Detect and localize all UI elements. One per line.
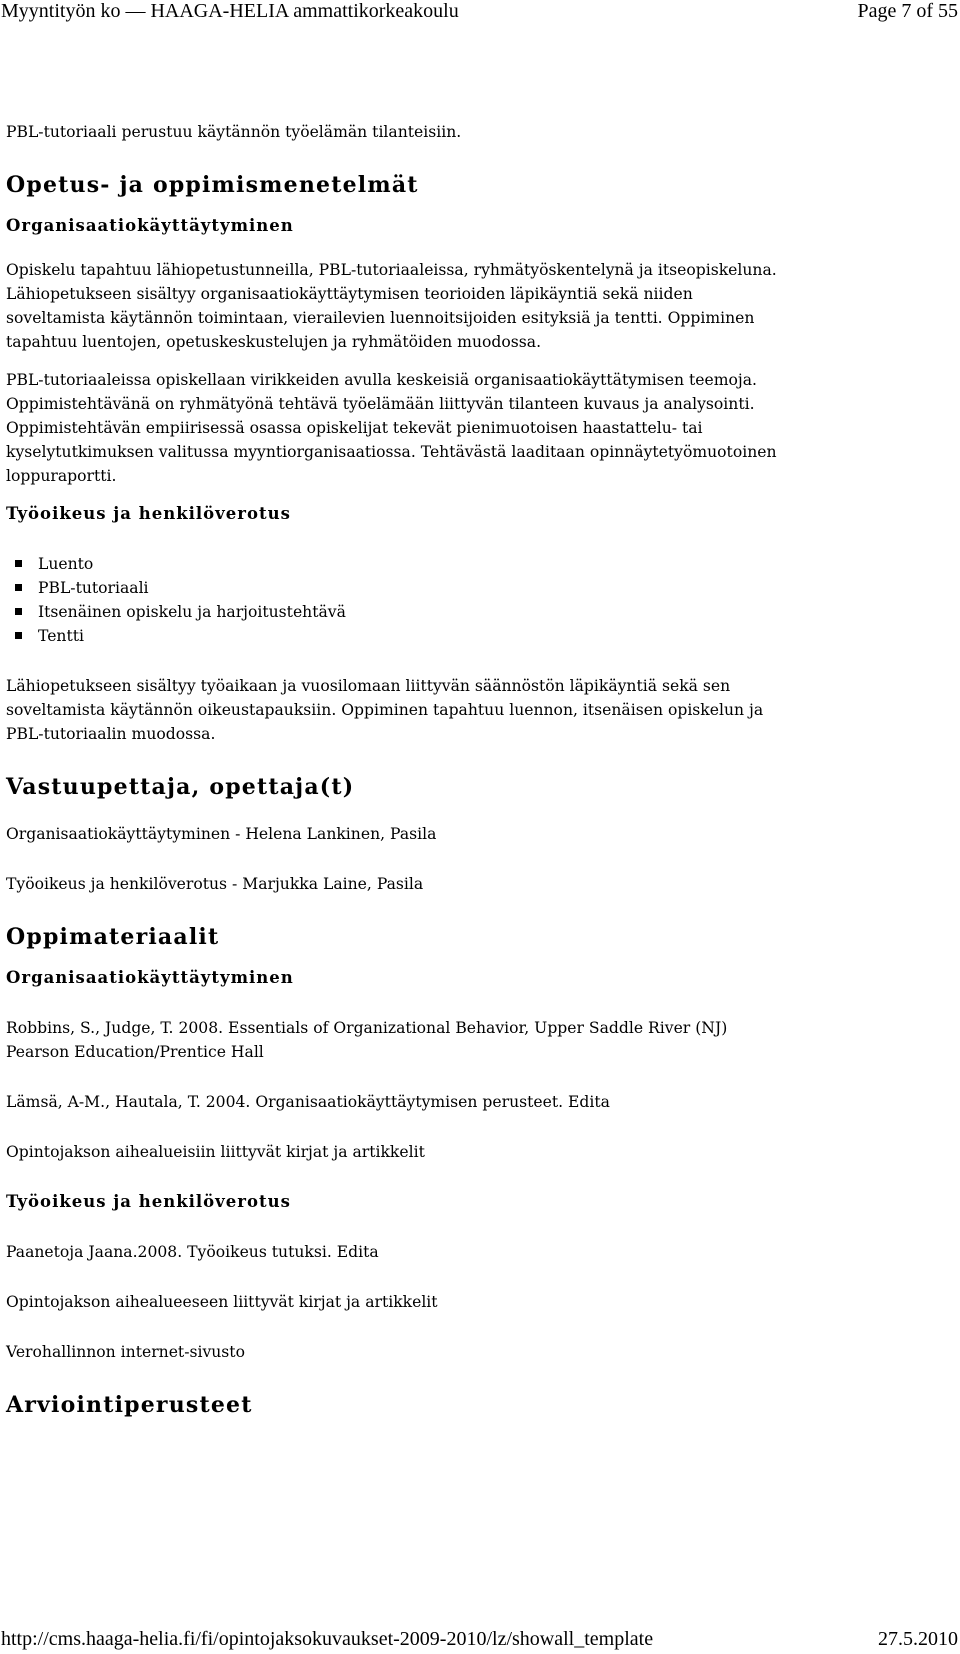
bullet-icon — [15, 560, 22, 567]
materials-org-heading: Organisaatiokäyttäytyminen — [6, 968, 294, 987]
page-number: Page 7 of 55 — [857, 0, 958, 22]
page-footer — [0, 1628, 960, 1654]
org-methods-paragraph-1: Opiskelu tapahtuu lähiopetustunneilla, PBL-tutoriaaleissa, ryhmätyöskentelynä ja itseopiskeluna. Lähiopetukseen sisältyy organisaatiokäyttäytymisen teorioiden läpikäyntiä sekä niiden soveltamista käytännön toimintaan, vierailevien luennoitsijoiden esityksiä ja tentti. Oppiminen tapahtuu luentojen, opetuskeskustelujen ja ryhmätöiden muodossa. — [6, 261, 777, 351]
teachers-heading: Vastuupettaja, opettaja(t) — [6, 774, 355, 800]
reference-law-articles: Opintojakson aihealueeseen liittyvät kirjat ja artikkelit — [6, 1293, 438, 1311]
print-date: 27.5.2010 — [878, 1628, 958, 1650]
reference-robbins: Robbins, S., Judge, T. 2008. Essentials of Organizational Behavior, Upper Saddle River (NJ) Pearson Education/Prentice Hall — [6, 1019, 728, 1061]
labor-law-methods-list — [6, 552, 954, 648]
bullet-icon — [15, 584, 22, 591]
teacher-line-law: Työoikeus ja henkilöverotus - Marjukka Laine, Pasila — [6, 875, 424, 893]
labor-law-paragraph: Lähiopetukseen sisältyy työaikaan ja vuosilomaan liittyvän säännöstön läpikäyntiä sekä sen soveltamista käytännön oikeustapauksiin. Oppiminen tapahtuu luennon, itsenäisen opiskelun ja PBL-tutoriaalin muodossa. — [6, 677, 764, 743]
org-methods-paragraph-2: PBL-tutoriaaleissa opiskellaan virikkeiden avulla keskeisiä organisaatiokäyttätymisen teemoja. Oppimistehtävänä on ryhmätyönä tehtävä työelämään liittyvän tilanteen kuvaus ja analysointi. Oppimistehtävän empiirisessä osassa opiskelijat tekevät pienimuotoisen haastattelu- tai kyselytutkimuksen valitussa myyntiorganisaatiossa. Tehtävästä laaditaan opinnäytetyömuotoinen loppuraportti. — [6, 371, 777, 485]
page-content — [6, 120, 954, 1420]
reference-tax-website: Verohallinnon internet-sivusto — [6, 1343, 245, 1361]
page-header — [0, 0, 960, 30]
bullet-icon — [15, 608, 22, 615]
teacher-line-org: Organisaatiokäyttäytyminen - Helena Lankinen, Pasila — [6, 825, 437, 843]
list-item: PBL-tutoriaali — [38, 576, 954, 600]
list-item: Itsenäinen opiskelu ja harjoitustehtävä — [38, 600, 954, 624]
materials-law-heading: Työoikeus ja henkilöverotus — [6, 1192, 291, 1211]
assessment-heading: Arviointiperusteet — [6, 1392, 253, 1418]
reference-org-articles: Opintojakson aihealueisiin liittyvät kirjat ja artikkelit — [6, 1143, 425, 1161]
list-item: Luento — [38, 552, 954, 576]
document-title: Myyntityön ko — HAAGA-HELIA ammattikorkeakoulu — [1, 0, 459, 22]
methods-heading: Opetus- ja oppimismenetelmät — [6, 172, 419, 198]
list-item: Tentti — [38, 624, 954, 648]
intro-text: PBL-tutoriaali perustuu käytännön työelämän tilanteisiin. — [6, 123, 462, 141]
org-behavior-heading: Organisaatiokäyttäytyminen — [6, 216, 294, 235]
reference-paanetoja: Paanetoja Jaana.2008. Työoikeus tutuksi. Edita — [6, 1243, 379, 1261]
page-url: http://cms.haaga-helia.fi/fi/opintojaksokuvaukset-2009-2010/lz/showall_template — [1, 1628, 654, 1650]
materials-heading: Oppimateriaalit — [6, 924, 220, 950]
labor-law-heading: Työoikeus ja henkilöverotus — [6, 504, 291, 523]
bullet-icon — [15, 632, 22, 639]
reference-lamsa: Lämsä, A-M., Hautala, T. 2004. Organisaatiokäyttäytymisen perusteet. Edita — [6, 1093, 610, 1111]
